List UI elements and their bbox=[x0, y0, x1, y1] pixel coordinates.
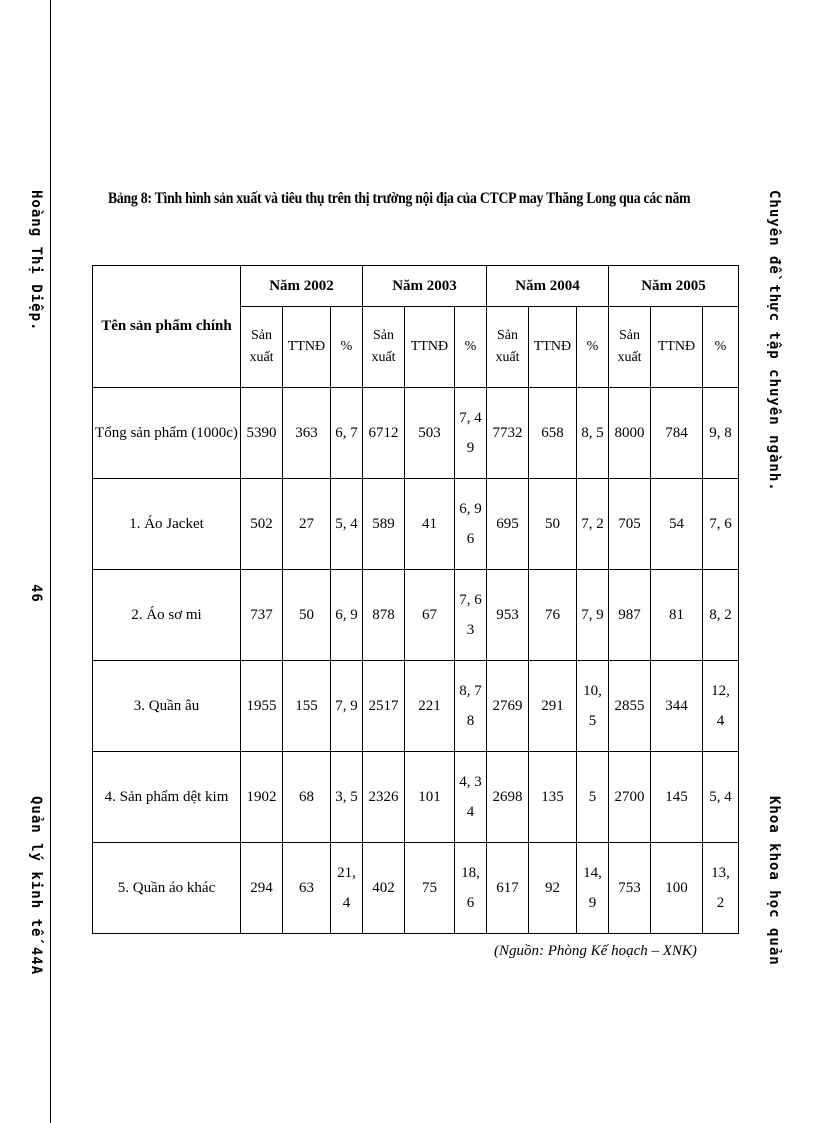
percent-cell bbox=[577, 570, 609, 661]
class-name: Quản lý kinh tế 44A bbox=[28, 796, 44, 976]
value-cell: 291 bbox=[529, 661, 577, 752]
sub-header-cell: TTNĐ bbox=[651, 307, 703, 388]
sub-header-cell: % bbox=[577, 307, 609, 388]
sub-header-cell: TTNĐ bbox=[405, 307, 455, 388]
value-cell: 100 bbox=[651, 843, 703, 934]
value-cell: 221 bbox=[405, 661, 455, 752]
percent-value: 8, 2 bbox=[709, 607, 732, 623]
value-cell: 589 bbox=[363, 479, 405, 570]
percent-cell bbox=[577, 479, 609, 570]
percent-value: 18, 6 bbox=[461, 865, 480, 911]
percent-cell bbox=[703, 661, 739, 752]
value-cell: 363 bbox=[283, 388, 331, 479]
value-cell: 27 bbox=[283, 479, 331, 570]
sub-header-cell: TTNĐ bbox=[283, 307, 331, 388]
percent-cell bbox=[703, 388, 739, 479]
table-body bbox=[93, 388, 739, 934]
author-name: Hoàng Thị Diệp. bbox=[28, 190, 44, 332]
table-row bbox=[93, 843, 739, 934]
table-row bbox=[93, 661, 739, 752]
value-cell: 67 bbox=[405, 570, 455, 661]
percent-cell bbox=[703, 479, 739, 570]
sub-header-cell: TTNĐ bbox=[529, 307, 577, 388]
sub-header-cell: Sản xuất bbox=[241, 307, 283, 388]
value-cell: 101 bbox=[405, 752, 455, 843]
value-cell: 1955 bbox=[241, 661, 283, 752]
value-cell: 54 bbox=[651, 479, 703, 570]
sub-header-cell: % bbox=[455, 307, 487, 388]
percent-value: 3, 5 bbox=[335, 789, 358, 805]
percent-value: 4, 34 bbox=[459, 774, 482, 820]
value-cell: 76 bbox=[529, 570, 577, 661]
percent-value: 5, 4 bbox=[709, 789, 732, 805]
value-cell: 784 bbox=[651, 388, 703, 479]
percent-cell bbox=[331, 388, 363, 479]
percent-cell bbox=[331, 661, 363, 752]
year-header: Năm 2003 bbox=[363, 266, 487, 307]
value-cell: 617 bbox=[487, 843, 529, 934]
percent-cell bbox=[331, 752, 363, 843]
source-note: (Nguồn: Phòng Kế hoạch – XNK) bbox=[494, 943, 697, 959]
percent-value: 7, 2 bbox=[581, 516, 604, 532]
value-cell: 145 bbox=[651, 752, 703, 843]
sub-header-cell: Sản xuất bbox=[363, 307, 405, 388]
product-name-cell: Tổng sản phẩm (1000c) bbox=[93, 388, 241, 479]
product-name-cell: 2. Áo sơ mi bbox=[93, 570, 241, 661]
table-title: Bảng 8: Tình hình sản xuất và tiêu thụ trên thị trường nội địa của CTCP may Thăng Long qua các năm bbox=[108, 190, 691, 207]
year-header: Năm 2004 bbox=[487, 266, 609, 307]
product-name-cell: 3. Quần âu bbox=[93, 661, 241, 752]
percent-value: 6, 96 bbox=[459, 501, 482, 547]
percent-cell bbox=[577, 843, 609, 934]
percent-value: 6, 7 bbox=[335, 425, 358, 441]
percent-value: 9, 8 bbox=[709, 425, 732, 441]
sub-header-cell: Sản xuất bbox=[609, 307, 651, 388]
value-cell: 81 bbox=[651, 570, 703, 661]
percent-cell bbox=[331, 479, 363, 570]
value-cell: 344 bbox=[651, 661, 703, 752]
value-cell: 294 bbox=[241, 843, 283, 934]
production-table bbox=[92, 265, 739, 934]
percent-cell bbox=[455, 479, 487, 570]
faculty-label: Khoa khoa học quản bbox=[766, 796, 782, 966]
value-cell: 753 bbox=[609, 843, 651, 934]
value-cell: 75 bbox=[405, 843, 455, 934]
value-cell: 41 bbox=[405, 479, 455, 570]
table-row bbox=[93, 479, 739, 570]
value-cell: 2769 bbox=[487, 661, 529, 752]
product-name-cell: 4. Sản phẩm dệt kim bbox=[93, 752, 241, 843]
value-cell: 8000 bbox=[609, 388, 651, 479]
value-cell: 987 bbox=[609, 570, 651, 661]
value-cell: 953 bbox=[487, 570, 529, 661]
product-name-cell: 1. Áo Jacket bbox=[93, 479, 241, 570]
value-cell: 5390 bbox=[241, 388, 283, 479]
percent-cell bbox=[455, 388, 487, 479]
table-row bbox=[93, 388, 739, 479]
percent-cell bbox=[703, 752, 739, 843]
value-cell: 63 bbox=[283, 843, 331, 934]
percent-cell bbox=[455, 843, 487, 934]
sub-header-cell: Sản xuất bbox=[487, 307, 529, 388]
value-cell: 705 bbox=[609, 479, 651, 570]
topic-label: Chuyên đề thực tập chuyên ngành. bbox=[766, 190, 782, 492]
percent-value: 7, 49 bbox=[459, 410, 482, 456]
value-cell: 6712 bbox=[363, 388, 405, 479]
percent-cell bbox=[331, 843, 363, 934]
value-cell: 2855 bbox=[609, 661, 651, 752]
value-cell: 2700 bbox=[609, 752, 651, 843]
value-cell: 1902 bbox=[241, 752, 283, 843]
year-header: Năm 2002 bbox=[241, 266, 363, 307]
sub-header-cell: % bbox=[331, 307, 363, 388]
right-margin bbox=[758, 0, 794, 1123]
percent-cell bbox=[703, 570, 739, 661]
value-cell: 737 bbox=[241, 570, 283, 661]
percent-value: 5, 4 bbox=[335, 516, 358, 532]
value-cell: 7732 bbox=[487, 388, 529, 479]
percent-value: 7, 9 bbox=[335, 698, 358, 714]
value-cell: 68 bbox=[283, 752, 331, 843]
value-cell: 878 bbox=[363, 570, 405, 661]
percent-value: 8, 5 bbox=[581, 425, 604, 441]
table-row bbox=[93, 570, 739, 661]
percent-value: 6, 9 bbox=[335, 607, 358, 623]
percent-value: 7, 9 bbox=[581, 607, 604, 623]
percent-cell: 5 bbox=[577, 752, 609, 843]
value-cell: 503 bbox=[405, 388, 455, 479]
percent-cell bbox=[331, 570, 363, 661]
percent-cell bbox=[577, 661, 609, 752]
value-cell: 155 bbox=[283, 661, 331, 752]
percent-cell bbox=[455, 570, 487, 661]
percent-value: 13, 2 bbox=[711, 865, 730, 911]
product-name-cell: 5. Quần áo khác bbox=[93, 843, 241, 934]
percent-cell bbox=[703, 843, 739, 934]
table-row bbox=[93, 752, 739, 843]
percent-value: 21, 4 bbox=[337, 865, 356, 911]
percent-value: 7, 63 bbox=[459, 592, 482, 638]
percent-value: 7, 6 bbox=[709, 516, 732, 532]
value-cell: 402 bbox=[363, 843, 405, 934]
percent-value: 14, 9 bbox=[583, 865, 602, 911]
value-cell: 658 bbox=[529, 388, 577, 479]
percent-cell bbox=[455, 661, 487, 752]
percent-value: 10, 5 bbox=[583, 683, 602, 729]
left-margin bbox=[24, 0, 51, 1123]
value-cell: 695 bbox=[487, 479, 529, 570]
value-cell: 2517 bbox=[363, 661, 405, 752]
value-cell: 50 bbox=[529, 479, 577, 570]
percent-cell bbox=[577, 388, 609, 479]
percent-cell bbox=[455, 752, 487, 843]
value-cell: 92 bbox=[529, 843, 577, 934]
sub-header-cell: % bbox=[703, 307, 739, 388]
value-cell: 2698 bbox=[487, 752, 529, 843]
value-cell: 2326 bbox=[363, 752, 405, 843]
value-cell: 50 bbox=[283, 570, 331, 661]
page-number: 46 bbox=[28, 584, 44, 603]
year-header: Năm 2005 bbox=[609, 266, 739, 307]
percent-value: 8, 78 bbox=[459, 683, 482, 729]
value-cell: 135 bbox=[529, 752, 577, 843]
year-header-row bbox=[93, 266, 739, 307]
percent-value: 12, 4 bbox=[711, 683, 730, 729]
value-cell: 502 bbox=[241, 479, 283, 570]
product-name-header: Tên sản phẩm chính bbox=[93, 266, 241, 388]
